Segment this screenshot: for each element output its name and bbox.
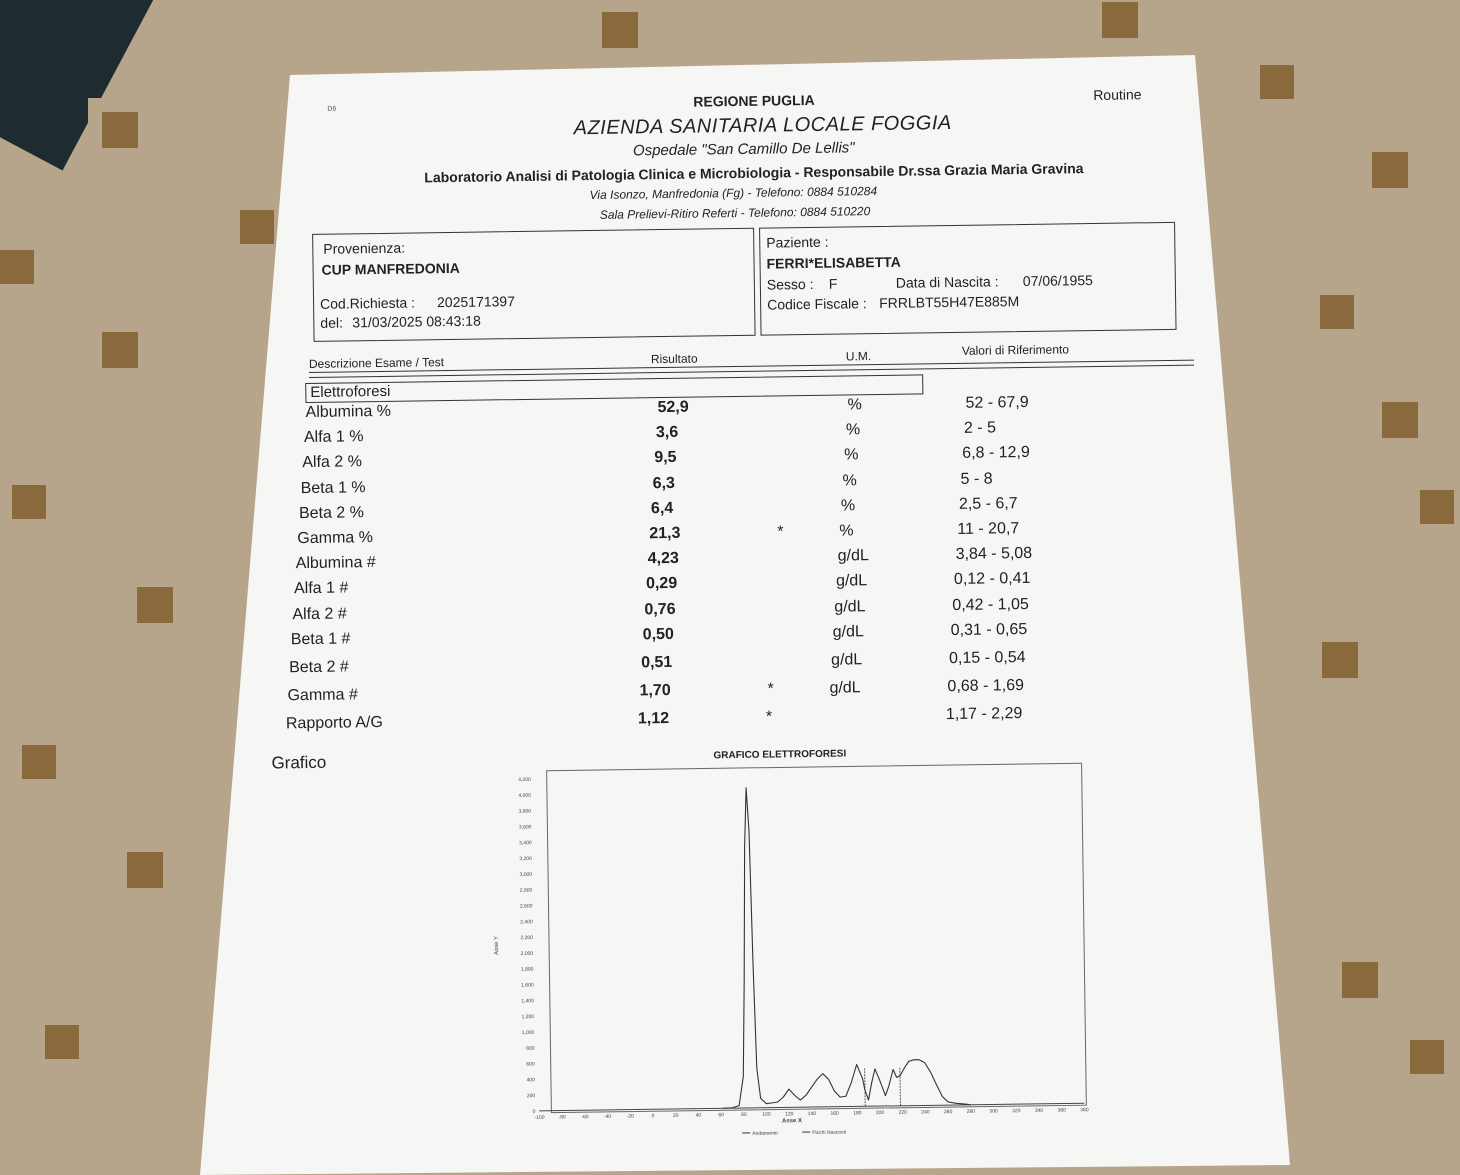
- cod-richiesta-label: Cod.Richiesta :: [320, 294, 415, 311]
- abnormal-flag: *: [777, 523, 783, 541]
- sala-prelievi-line: Sala Prelievi-Ritiro Referti - Telefono: 0884 510220: [600, 204, 871, 222]
- test-result: 0,76: [644, 600, 675, 618]
- reference-range: 52 - 67,9: [965, 394, 1028, 413]
- birthdate-label: Data di Nascita :: [896, 273, 999, 290]
- y-tick-label: 3,400: [519, 840, 532, 846]
- x-tick-label: 200: [876, 1110, 885, 1116]
- x-tick-label: -20: [627, 1114, 635, 1120]
- test-name: Alfa 1 %: [304, 428, 364, 447]
- test-result: 0,51: [641, 654, 672, 672]
- test-name: Rapporto A/G: [286, 714, 383, 733]
- y-tick-label: 3,000: [520, 872, 533, 878]
- cloth-motif: [1280, 600, 1400, 720]
- plot-frame: [547, 763, 1087, 1112]
- test-result: 6,3: [653, 474, 675, 492]
- test-name: Alfa 2 %: [302, 454, 362, 473]
- test-unit: g/dL: [831, 651, 862, 669]
- reference-range: 2 - 5: [964, 420, 996, 438]
- y-tick-label: 1,200: [522, 1014, 535, 1020]
- x-tick-label: 60: [718, 1112, 724, 1118]
- legend-label: Picchi Nascosti: [812, 1130, 846, 1136]
- cloth-dot: [1260, 65, 1294, 99]
- test-result: 1,70: [639, 682, 670, 700]
- cloth-motif: [60, 70, 180, 190]
- test-name: Alfa 1 #: [294, 580, 349, 599]
- sesso-value: F: [829, 276, 838, 292]
- hidden-peak-marker: [900, 1068, 901, 1106]
- cloth-dot: [22, 745, 56, 779]
- y-tick-label: 3,600: [519, 824, 532, 830]
- test-unit: g/dL: [838, 547, 869, 565]
- test-result: 9,5: [654, 449, 676, 467]
- test-result: 0,50: [643, 626, 674, 644]
- abnormal-flag: *: [766, 709, 772, 727]
- test-result: 0,29: [646, 575, 677, 593]
- x-tick-label: 160: [830, 1111, 839, 1117]
- priority-label: Routine: [1093, 86, 1141, 103]
- laboratory-address: Via Isonzo, Manfredonia (Fg) - Telefono: 0884 510284: [589, 184, 877, 202]
- cloth-dot: [12, 485, 46, 519]
- reference-range: 11 - 20,7: [957, 520, 1019, 539]
- x-axis-label: Asse X: [782, 1118, 802, 1124]
- reference-range: 0,12 - 0,41: [954, 570, 1031, 589]
- test-result: 52,9: [657, 399, 688, 417]
- y-tick-label: 3,800: [519, 809, 532, 815]
- x-tick-label: 340: [1035, 1108, 1044, 1114]
- y-tick-label: 2,200: [520, 935, 533, 941]
- y-tick-label: 800: [526, 1046, 535, 1052]
- codice-fiscale-label: Codice Fiscale :: [767, 295, 867, 312]
- test-unit: %: [842, 472, 856, 490]
- reference-range: 0,68 - 1,69: [947, 677, 1024, 696]
- section-elettroforesi: Elettroforesi: [305, 374, 923, 403]
- patient-name: FERRI*ELISABETTA: [766, 254, 901, 272]
- cloth-motif: [60, 290, 180, 410]
- x-axis-line: [539, 1103, 1084, 1111]
- cloth-dot: [1410, 1040, 1444, 1074]
- test-name: Albumina %: [305, 403, 391, 422]
- provenienza-box: [312, 228, 755, 342]
- col-header-reference: Valori di Riferimento: [962, 342, 1069, 357]
- test-result: 1,12: [638, 710, 669, 728]
- test-unit: g/dL: [829, 679, 860, 697]
- y-tick-label: 1,600: [521, 982, 534, 988]
- test-name: Gamma #: [287, 687, 357, 706]
- codice-fiscale-value: FRRLBT55H47E885M: [879, 293, 1019, 311]
- x-tick-label: 280: [967, 1109, 976, 1115]
- cloth-dot: [45, 1025, 79, 1059]
- reference-range: 1,17 - 2,29: [946, 705, 1023, 724]
- request-date-label: del:: [320, 314, 343, 330]
- test-name: Beta 2 #: [289, 658, 349, 677]
- test-unit: g/dL: [833, 623, 864, 641]
- paziente-box: [759, 222, 1176, 336]
- test-unit: %: [846, 421, 860, 439]
- x-tick-label: -60: [581, 1114, 589, 1120]
- cloth-dot: [1420, 490, 1454, 524]
- cloth-dot: [0, 250, 34, 284]
- x-tick-label: 100: [762, 1112, 771, 1118]
- y-tick-label: 2,000: [521, 951, 534, 957]
- reference-range: 0,42 - 1,05: [952, 596, 1029, 615]
- cloth-motif: [1300, 920, 1420, 1040]
- x-tick-label: 140: [808, 1111, 817, 1117]
- y-tick-label: 1,400: [521, 998, 534, 1004]
- reference-range: 2,5 - 6,7: [959, 495, 1018, 514]
- y-tick-label: 2,600: [520, 903, 533, 909]
- abnormal-flag: *: [767, 681, 773, 699]
- provenienza-value: CUP MANFREDONIA: [321, 260, 459, 278]
- reference-range: 0,15 - 0,54: [949, 649, 1026, 668]
- test-name: Beta 1 #: [291, 630, 351, 649]
- test-result: 6,4: [651, 500, 673, 518]
- x-tick-label: -80: [559, 1114, 567, 1120]
- x-tick-label: 0: [652, 1113, 655, 1119]
- x-tick-label: 40: [696, 1113, 702, 1119]
- hospital-name: Ospedale "San Camillo De Lellis": [633, 139, 855, 159]
- y-tick-label: 2,800: [520, 888, 533, 894]
- cod-richiesta-value: 2025171397: [437, 293, 515, 310]
- paziente-label: Paziente :: [766, 234, 828, 251]
- x-tick-label: 300: [989, 1108, 998, 1114]
- cloth-motif: [95, 545, 215, 665]
- y-tick-label: 0: [533, 1109, 536, 1115]
- test-unit: %: [839, 522, 853, 540]
- test-unit: %: [841, 497, 855, 515]
- test-name: Beta 1 %: [301, 479, 366, 498]
- cloth-motif: [1340, 360, 1460, 480]
- col-header-description: Descrizione Esame / Test: [309, 355, 444, 371]
- y-tick-label: 400: [527, 1077, 536, 1083]
- test-unit: g/dL: [834, 598, 865, 616]
- lab-report: [255, 73, 1230, 1136]
- reference-range: 5 - 8: [960, 470, 992, 488]
- electrophoresis-chart: [490, 761, 1095, 1139]
- hidden-peak-marker: [865, 1068, 866, 1106]
- cloth-motif: [85, 810, 205, 930]
- birthdate-value: 07/06/1955: [1023, 272, 1093, 289]
- y-tick-label: 2,400: [520, 919, 533, 925]
- x-tick-label: 360: [1057, 1107, 1066, 1113]
- y-tick-label: 4,000: [518, 793, 531, 799]
- test-unit: g/dL: [836, 573, 867, 591]
- test-result: 21,3: [649, 525, 680, 543]
- test-unit: %: [847, 396, 861, 414]
- col-header-um: U.M.: [846, 349, 872, 363]
- form-code: D6: [327, 106, 336, 113]
- x-tick-label: 240: [921, 1109, 930, 1115]
- legend-label: Andamento: [752, 1131, 778, 1137]
- grafico-label: Grafico: [271, 753, 326, 774]
- reference-range: 6,8 - 12,9: [962, 444, 1030, 463]
- x-tick-label: 220: [899, 1110, 908, 1116]
- provenienza-label: Provenienza:: [323, 240, 405, 257]
- x-tick-label: 180: [853, 1110, 862, 1116]
- x-tick-label: 20: [673, 1113, 679, 1119]
- series-line-andamento: [719, 785, 971, 1109]
- y-tick-label: 1,000: [522, 1030, 535, 1036]
- reference-range: 3,84 - 5,08: [956, 545, 1033, 564]
- x-tick-label: 80: [741, 1112, 747, 1118]
- x-tick-label: 380: [1080, 1107, 1089, 1113]
- y-tick-label: 600: [526, 1061, 535, 1067]
- y-tick-label: 200: [527, 1093, 536, 1099]
- laboratory-name: Laboratorio Analisi di Patologia Clinica e Microbiologia - Responsabile Dr.ssa Grazia Maria Gravina: [424, 160, 1083, 185]
- col-header-result: Risultato: [651, 352, 698, 367]
- reference-range: 0,31 - 0,65: [951, 621, 1028, 640]
- test-result: 3,6: [656, 424, 678, 442]
- region-title: REGIONE PUGLIA: [693, 92, 815, 110]
- sesso-label: Sesso :: [767, 276, 814, 293]
- x-tick-label: -40: [604, 1114, 612, 1120]
- y-axis-label: Asse Y: [494, 936, 500, 955]
- cloth-motif: [1330, 110, 1450, 230]
- test-name: Beta 2 %: [299, 504, 364, 523]
- request-date-value: 31/03/2025 08:43:18: [352, 313, 481, 331]
- x-tick-label: 120: [785, 1111, 794, 1117]
- test-unit: %: [844, 447, 858, 465]
- x-tick-label: 260: [944, 1109, 953, 1115]
- azienda-title: AZIENDA SANITARIA LOCALE FOGGIA: [574, 112, 952, 140]
- test-result: 4,23: [648, 550, 679, 568]
- x-tick-label: 320: [1012, 1108, 1021, 1114]
- test-name: Gamma %: [297, 529, 373, 548]
- x-tick-label: -100: [534, 1115, 544, 1121]
- y-tick-label: 4,200: [518, 777, 531, 783]
- test-name: Alfa 2 #: [292, 605, 347, 624]
- y-tick-label: 1,800: [521, 967, 534, 973]
- y-tick-label: 3,200: [519, 856, 532, 862]
- test-name: Albumina #: [296, 554, 376, 573]
- cloth-dot: [1320, 295, 1354, 329]
- chart-title: GRAFICO ELETTROFORESI: [713, 749, 846, 762]
